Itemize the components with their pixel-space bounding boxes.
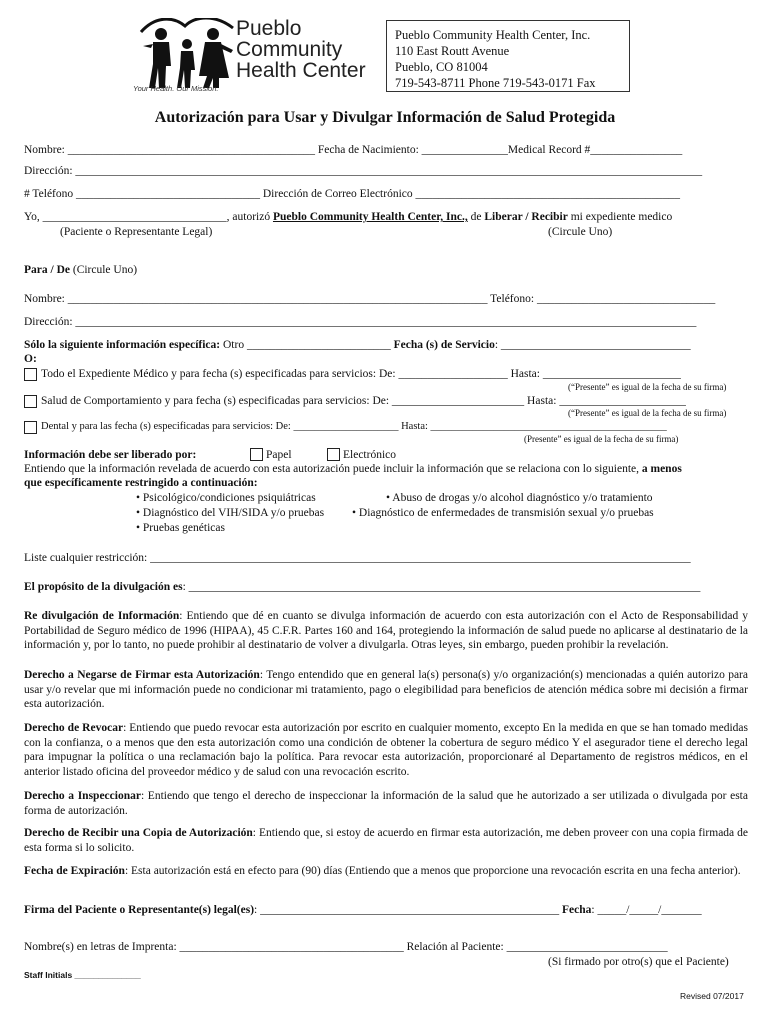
logo-name-line3: Health Center [236, 59, 366, 82]
logo [133, 17, 366, 96]
recipient-name-phone-field[interactable]: Nombre: _________________________________________________________________________ Teléfono: _______________________________ [24, 293, 716, 305]
behavioral-health-option: Salud de Comportamiento y para fecha (s) especificadas para servicios: De: _______________________ Hasta: ______________________ [41, 395, 686, 407]
inspect-label: Derecho a Inspeccionar [24, 790, 141, 802]
specific-info-line[interactable] [24, 338, 691, 352]
printed-name-relationship-field[interactable]: Nombre(s) en letras de Imprenta: _______________________________________ Relación al Paciente: ____________________________ [24, 941, 668, 953]
specific-info-label: Sólo la siguiente información específica: [24, 339, 221, 351]
expiration-paragraph [24, 864, 748, 879]
liberar-recibir-option[interactable]: Liberar / Recibir [484, 211, 568, 223]
present-note-3: (Presente” es igual de la fecha de su firma) [524, 434, 679, 444]
address-line2: 110 East Routt Avenue [395, 44, 510, 58]
bullet-genetic: • Pruebas genéticas [136, 522, 225, 534]
logo-name-line1: Pueblo [236, 17, 302, 40]
present-note-2: (“Presente” es igual de la fecha de su firma) [568, 408, 727, 418]
revoke-label: Derecho de Revocar [24, 722, 124, 734]
revised-date: Revised 07/2017 [680, 991, 744, 1001]
behavioral-health-checkbox[interactable] [24, 395, 37, 408]
paper-checkbox[interactable] [250, 448, 263, 461]
refuse-text: : Tengo entendido que en general la(s) persona(s) y/o organización(s) mencionadas a quién autorizo para usar y/o revelar que mi información puede no condicionar mi tratamiento, pago o elegibilidad para beneficios de atención médica sobre mi decisión a firmar esta autorización. [24, 669, 748, 710]
specific-info-otro[interactable]: Otro _________________________ [220, 339, 394, 351]
release-intro-text: Entiendo que la información revelada de acuerdo con esta autorización puede incluir la información que se relaciona con lo siguiente, [24, 463, 639, 475]
electronic-label: Electrónico [343, 449, 397, 461]
redisclosure-paragraph [24, 609, 748, 653]
refuse-paragraph [24, 668, 748, 712]
address-line3: Pueblo, CO 81004 [395, 60, 488, 74]
authorization-prefix: Yo, ________________________________, autorizó [24, 211, 273, 223]
service-dates-label: Fecha (s) de Servicio [393, 339, 495, 351]
purpose-line[interactable] [24, 580, 700, 594]
bullet-psych: • Psicológico/condiciones psiquiátricas [136, 492, 316, 504]
recipient-address-field[interactable]: Dirección: ____________________________________________________________________________________________________________ [24, 316, 697, 328]
bullet-drugs: • Abuso de drogas y/o alcohol diagnóstico y/o tratamiento [386, 492, 653, 504]
release-a-menos: a menos [641, 463, 682, 475]
release-intro-2: que específicamente restringido a continuación: [24, 477, 258, 489]
present-note-1: (“Presente” es igual de la fecha de su firma) [568, 382, 727, 392]
purpose-field[interactable]: : _________________________________________________________________________________________ [182, 581, 701, 593]
patient-rep-caption: (Paciente o Representante Legal) [60, 226, 213, 238]
expiration-text: : Esta autorización está en efecto para (90) días (Entiendo que a menos que proporcione una revocación escrita en una fecha anterior). [124, 865, 741, 877]
signature-field[interactable]: : ____________________________________________________ [254, 904, 562, 916]
revoke-paragraph [24, 721, 748, 779]
dental-checkbox[interactable] [24, 421, 37, 434]
address-box [386, 20, 630, 92]
patient-address-field[interactable]: Dirección: _____________________________________________________________________________________________________________ [24, 165, 703, 177]
or-label: O: [24, 353, 37, 365]
dental-option: Dental y para las fecha (s) especificadas para servicios: De: ____________________ Hasta: _____________________________________________ [41, 421, 667, 432]
inspect-paragraph [24, 789, 748, 818]
paper-label: Papel [266, 449, 292, 461]
para-de-note: (Circule Uno) [69, 264, 138, 276]
address-line4: 719-543-8711 Phone 719-543-0171 Fax [395, 76, 596, 90]
staff-initials-field[interactable]: Staff Initials ______________ [24, 970, 141, 980]
bullet-hiv: • Diagnóstico del VIH/SIDA y/o pruebas [136, 507, 325, 519]
logo-name-line2: Community [236, 38, 343, 61]
redisclosure-text: : Entiendo que dé en cuanto se divulga información de acuerdo con esta autorización con el Acto de Responsabilidad y Portabilidad de Seguro médico de 1996 (HIPAA), 45 C.F.R. Partes 160 and 164, protegiendo la información de salud puede no aplicarse al destinatario de la información y, por lo tanto, no puede prohibir al destinatario de volver a divulgarla. Otras leyes, sin embargo, pueden prohibir la revelación. [24, 610, 749, 651]
bullet-std: • Diagnóstico de enfermedades de transmisión sexual y/o pruebas [352, 507, 654, 519]
logo-tagline: Your Health. Our Mission. [133, 84, 219, 93]
circle-one-caption: (Circule Uno) [548, 226, 613, 238]
full-record-checkbox[interactable] [24, 368, 37, 381]
authorization-suffix: mi expediente medico [567, 211, 673, 223]
release-method-label: Información debe ser liberado por: [24, 449, 197, 461]
revoke-text: : Entiendo que puedo revocar esta autorización por escrito en cualquier momento, excepto En la medida en que se han tomado medidas con la confianza, o a menos que den esta autorización como una condición de obtener la cobertura de seguro médico Y el asegurador tiene el derecho legal para impugnar la política o una reclamación bajo la política. Para revocar esta autorización, proporcionaré al Departamento de registros médicos, en el anterior listado oficina del proveedor médico y de salud con una revocación escrito. [24, 722, 748, 778]
purpose-label: El propósito de la divulgación es [24, 581, 183, 593]
authorization-org: Pueblo Community Health Center, Inc., [272, 211, 468, 223]
signature-label: Firma del Paciente o Representante(s) legal(es) [24, 904, 255, 916]
expiration-label: Fecha de Expiración [24, 865, 125, 877]
patient-phone-email-field[interactable]: # Teléfono ________________________________ Dirección de Correo Electrónico ______________________________________________ [24, 188, 680, 200]
patient-name-field[interactable]: Nombre: ___________________________________________ Fecha de Nacimiento: _______________Medical Record #________________ [24, 144, 683, 156]
refuse-label: Derecho a Negarse de Firmar esta Autorización [24, 669, 260, 681]
address-line1: Pueblo Community Health Center, Inc. [395, 28, 591, 42]
family-figures-icon [133, 18, 243, 90]
copy-text: : Entiendo que, si estoy de acuerdo en firmar esta autorización, me deben proveer con una copia firmada de esta forma si lo solicito. [24, 827, 748, 854]
signature-date-field[interactable]: : _____/_____/_______ [591, 904, 702, 916]
form-title: Autorización para Usar y Divulgar Información de Salud Protegida [154, 109, 616, 126]
para-de-heading[interactable] [24, 263, 137, 277]
electronic-checkbox[interactable] [327, 448, 340, 461]
signature-line[interactable] [24, 903, 702, 917]
signed-by-other-note: (Si firmado por otro(s) que el Paciente) [548, 956, 729, 968]
full-record-option: Todo el Expediente Médico y para fecha (s) especificadas para servicios: De: ___________________ Hasta: ________________________ [41, 368, 681, 380]
inspect-text: : Entiendo que tengo el derecho de inspeccionar la información de la salud que he autorizado a ser utilizada o divulgada por esta forma de autorización. [24, 790, 748, 817]
para-de-label[interactable]: Para / De [24, 264, 70, 276]
redisclosure-label: Re divulgación de Información [24, 610, 180, 622]
release-intro [24, 462, 682, 476]
service-dates-field[interactable]: : _________________________________ [494, 339, 691, 351]
restrictions-field[interactable]: Liste cualquier restricción: ______________________________________________________________________________________________ [24, 552, 691, 564]
authorization-line[interactable] [24, 210, 672, 224]
signature-date-label: Fecha [562, 904, 592, 916]
authorization-de: de [467, 211, 485, 223]
copy-paragraph [24, 826, 748, 855]
copy-label: Derecho de Recibir una Copia de Autorización [24, 827, 253, 839]
